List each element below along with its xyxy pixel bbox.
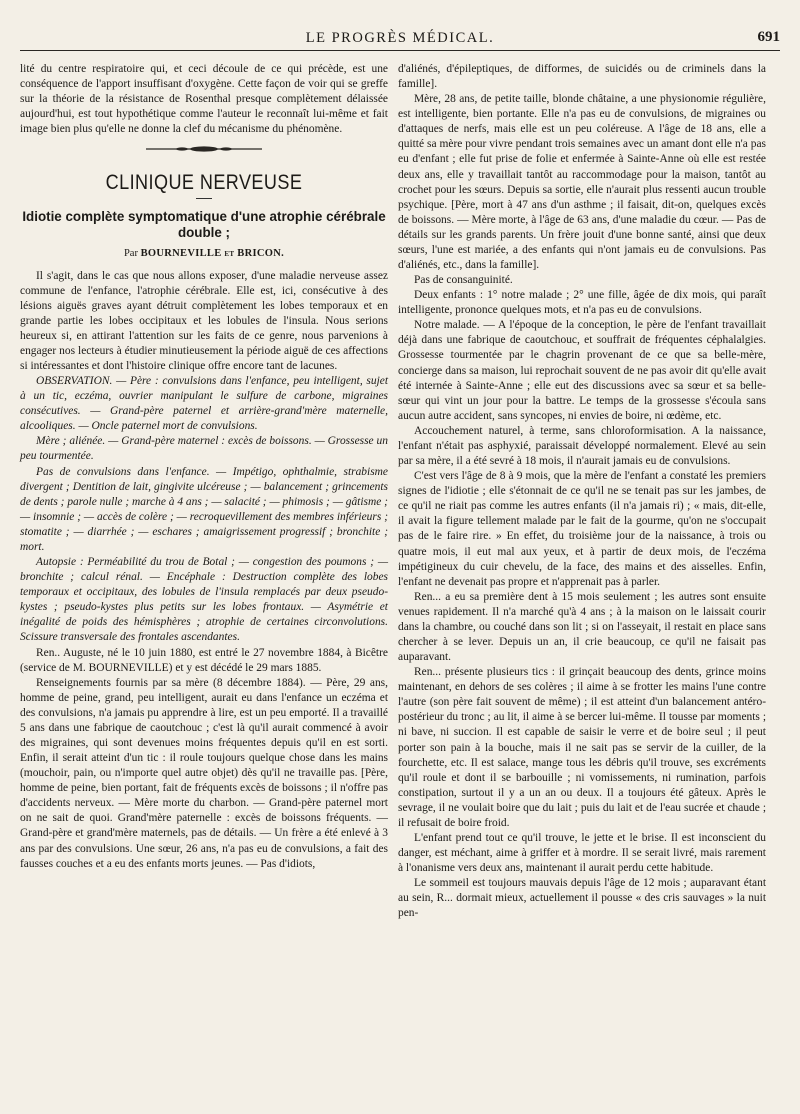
- mother-history: Mère, 28 ans, de petite taille, blonde châtaine, a une physionomie régulière, est intelligente, bien portante. Elle n'a pas eu de convulsions, de migraines ou d'attaques de nerfs, mais elle est un peu coléreuse. A l'âge de 18 ans, elle a quitté sa mère pour vivre pendant trois semaines avec un amant dont elle n'a pas eu d'enfant ; elle fut prise de folie et enfermée à Sainte-Anne où elle est restée deux ans, elle y travaillait tantôt au raccommodage pour la maison, tantôt au crochet pour les sœurs. Depuis sa sortie, elle n'aurait plus ressenti aucun trouble psychique. [Père, mort à 47 ans d'un asthme ; il faisait, dit-on, quelques excès de boissons. — Mère morte, à l'âge de 63 ans, d'une maladie du cœur. — Pas de détails sur les grands parents. Un frère jouit d'une bonne santé, ainsi que deux sœurs, l'une est mariée, a des enfants qui n'ont jamais eu de convulsions. Pas d'aliénés, etc., dans la famille].: [398, 93, 766, 272]
- byline-authors: BOURNEVILLE et BRICON.: [140, 248, 285, 260]
- development: Ren... a eu sa première dent à 15 mois seulement ; les autres sont ensuite venues rapidement. Il n'a marché qu'à 4 ans ; à la maison on le laissait courir dans la chambre, ou couché dans son lit ; si on l'asseyait, il restait en place sans chercher à se lever. Depuis un an, il crie beaucoup, ce qu'il ne faisait pas auparavant.: [398, 590, 766, 664]
- summary-mere: Mère ; aliénée. — Grand-père maternel : excès de boissons. — Grossesse un peu tourmentée.: [20, 435, 388, 463]
- behaviour: L'enfant prend tout ce qu'il trouve, le jette et le brise. Il est inconscient du danger, est méchant, aime à griffer et à mordre. Il se serait livré, mais rarement à l'onanisme vers deux ans, maintenant il aurait perdu cette habitude.: [398, 831, 766, 875]
- right-column: [398, 62, 766, 921]
- children: Deux enfants : 1° notre malade ; 2° une fille, âgée de dix mois, qui paraît intelligente, prononce quelques mots, et n'a pas eu de convulsions.: [398, 289, 766, 317]
- intro-paragraph: lité du centre respiratoire qui, et ceci découle de ce qui précède, est une conséquence de l'apport insuffisant d'oxygène. Cette façon de voir qui se greffe sur la théorie de la résistance de Rosenthal presque complètement délaissée aujourd'hui, est tout hypothétique comme l'auteur le reconnaît lui-même et fait image bien plus qu'elle ne donne la clef du mécanisme du phénomène.: [20, 63, 388, 136]
- summary-symptoms: Pas de convulsions dans l'enfance. — Impétigo, ophthalmie, strabisme divergent ; Dentition de lait, gingivite ulcéreuse ; — balancement ; grincements de dents ; parole nulle ; marche à 4 ans ; — salacité ; — phimosis ; — gâtisme ; — insomnie ; — accès de colère ; — recroquevillement des membres inférieurs ; stomatite ; — diarrhée ; — eschares ; amaigrissement progressif ; bronchite ; mort.: [20, 465, 388, 553]
- byline-par: Par: [123, 248, 138, 260]
- summary-autopsy: Autopsie : Perméabilité du trou de Botal ; — congestion des poumons ; — bronchite ; calcul rénal. — Encéphale : Destruction complète des lobes temporaux et occipitaux, des lobules de l'insula remplacés par deux pseudo-kystes ; pseudo-kystes plus petits sur les lobes frontaux. — Asymétrie et inégalité de poids des hémisphères ; atrophie de certaines circonvolutions. Scissure transversale des frontales ascendantes.: [20, 556, 388, 644]
- tics: Ren... présente plusieurs tics : il grinçait beaucoup des dents, grince moins maintenant, en dehors de ses colères ; il aime à se frotter les mains l'une contre l'autre (son père fait souvent de même) ; il est atteint d'un balancement antéro-postérieur du tronc ; au lit, il aime à se bercer lui-même. Il tousse par moments ; ni bave, ni succion. Il est capable de saisir le verre et de boire seul ; il peut porter son pain à la bouche, mais il ne sait pas se servir de la cuiller, de la fourchette, etc. Il est salace, mange tous les débris qu'il trouve, ses excréments qu'il roule et dont il se barbouille ; ni vomissements, ni rumination, parfois constipation, surtout il y a un an ou deux. Il a toujours été gâteux. Après le sevrage, il ne voulait boire que du lait ; puis du lait et de l'eau sucrée et chaude ; il refusait de boire froid.: [398, 666, 766, 829]
- first-signs: C'est vers l'âge de 8 à 9 mois, que la mère de l'enfant a constaté les premiers signes de l'idiotie ; elle s'étonnait de ce qu'il ne se tenait pas sur les jambes, de ce qu'il ne riait pas comme les autres enfants (il n'a jamais ri) ; « mais, dit-elle, il avait la figure tellement malade par le fait de la gourme, qu'on ne s'occupait pas de le faire rire. » En effet, du troisième jour de la naissance, à trois ou quatre mois, il eut mal aux yeux, et à partir de deux mois, de l'eczéma impétigineux du cuir chevelu, de la face, des mains et des aisselles. Enfin, l'enfant ne devenait pas propre et n'apprenait pas à parler.: [398, 470, 766, 588]
- journal-title: LE PROGRÈS MÉDICAL.: [305, 30, 495, 46]
- family-history-continued: d'aliénés, d'épileptiques, de difformes, de suicidés ou de criminels dans la famille].: [398, 63, 766, 91]
- patient-entry: Ren.. Auguste, né le 10 juin 1880, est entré le 27 novembre 1884, à Bicêtre (service de M. BOURNEVILLE) et y est décédé le 29 mars 1885.: [20, 646, 388, 674]
- left-column: [20, 62, 388, 872]
- consanguinity: Pas de consanguinité.: [414, 274, 513, 287]
- page-number: 691: [757, 29, 780, 45]
- family-history: Renseignements fournis par sa mère (8 décembre 1884). — Père, 29 ans, homme de peine, grand, peu intelligent, aurait eu dans l'enfance un eczéma et des convulsions, n'a jamais pu apprendre à lire, est un peu emporté. Il a travaillé 5 ans dans une fabrique de caoutchouc ; c'est là qu'il aurait commencé à avoir des migraines, qui sont devenues moins fréquentes depuis qu'il en est sorti. Enfin, il serait atteint d'un tic : il roule toujours quelque chose dans les mains (mouchoir, pain, ou n'importe quel autre objet) dès qu'il ne travaille pas. [Père, homme de peine, bien portant, fait de fréquents excès de boissons ; il n'offre pas d'accidents nerveux. — Mère morte du charbon. — Grand-père paternel mort on ne sait de quoi. Grand'mère paternelle : excès de boissons fréquents. — Grand-père et grand'mère maternels, pas de détails. — Un frère a été enlevé à 3 ans par des convulsions. Une sœur, 26 ans, n'a pas eu de convulsions, a fait des fausses couches et a eu des enfants morts jeunes. — Pas d'idiots,: [20, 676, 388, 870]
- byline: [20, 246, 388, 261]
- ornament-divider: [144, 145, 264, 153]
- sleep: Le sommeil est toujours mauvais depuis l'âge de 12 mois ; auparavant étant au sein, R... dormait mieux, actuellement il pousse « des cris sauvages » la nuit pen-: [398, 877, 766, 920]
- section-title: CLINIQUE NERVEUSE: [105, 171, 303, 195]
- patient-conception: Notre malade. — A l'époque de la conception, le père de l'enfant travaillait déjà dans une fabrique de caoutchouc, et souffrait de fréquentes céphalalgies. Grossesse tourmentée par le chagrin provenant de ce que sa belle-mère, concierge dans sa maison, lui reprochait souvent de ne pas avoir dit qu'elle avait été internée à Sainte-Anne ; elle eut des discussions avec sa sœur et sa belle-sœur qui vint un jour pour la battre. Le temps de la grossesse s'écoula sans aucun autre accident, sans syncopes, ni envies de boire, ni œdème, etc.: [398, 319, 766, 422]
- paragraph-introduction: Il s'agit, dans le cas que nous allons exposer, d'une maladie nerveuse assez commune de l'enfance, l'atrophie cérébrale. Elle est, ici, consécutive à des lésions aiguës graves ayant détruit complètement les lobes temporaux et en grande partie les lobes occipitaux et les lobules de l'insula. Nous serions heureux si, en attirant l'attention sur les faits de ce genre, nous parvenions à engager nos lecteurs à étudier minutieusement la période aiguë de ces affections si intéressantes et dont l'histoire clinique offre encore tant de lacunes.: [20, 269, 388, 373]
- running-header: [20, 28, 780, 51]
- article-title: Idiotie complète symptomatique d'une atrophie cérébrale double ;: [22, 209, 386, 241]
- observation-summary: OBSERVATION. — Père : convulsions dans l'enfance, peu intelligent, sujet à un tic, eczéma, ouvrier manipulant le sulfure de carbone, migraines consécutives. — Grand-père paternel et arrière-grand'mère maternelle, alcooliques. — Oncle paternel mort de convulsions.: [20, 375, 388, 433]
- title-rule: [196, 198, 212, 199]
- delivery: Accouchement naturel, à terme, sans chloroformisation. A la naissance, l'enfant n'était pas asphyxié, paraissait développé normalement. Elevé au sein par sa mère, il a été sevré à 18 mois, il n'aurait jamais eu de convulsions.: [398, 424, 766, 468]
